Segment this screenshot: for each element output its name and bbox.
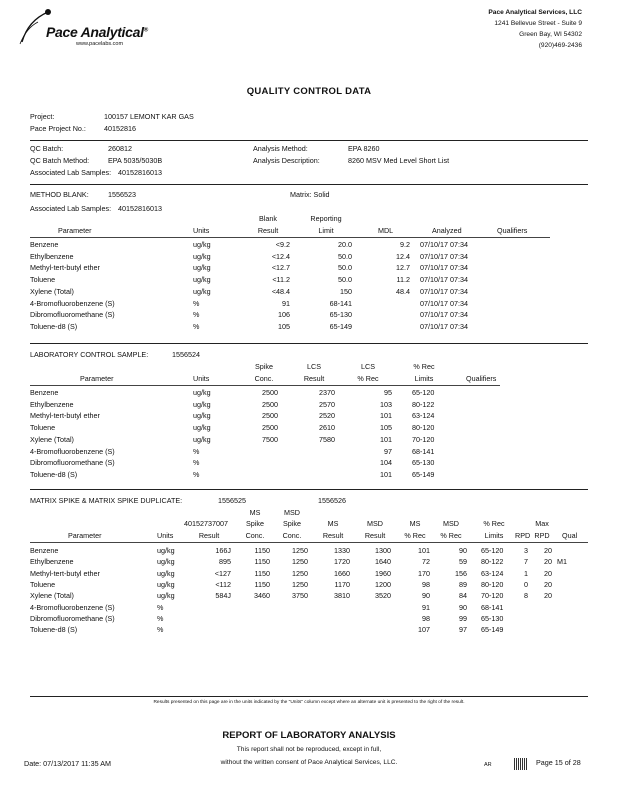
analysis-method-label: Analysis Method:	[253, 144, 308, 153]
table-cell-max-rpd: 20	[544, 591, 552, 601]
table-cell-reporting-limit: 68-141	[329, 298, 352, 308]
table-cell-limits: 68-141	[481, 602, 504, 612]
table-cell-msd-spike-conc: 1250	[292, 579, 308, 589]
table-cell-limits: 65-130	[481, 613, 504, 623]
table-cell-spike-conc: 2500	[262, 423, 278, 433]
page-title: QUALITY CONTROL DATA	[246, 86, 372, 97]
logo-url: www.pacelabs.com	[76, 41, 124, 47]
table-cell-ms-rec: 170	[418, 568, 430, 578]
table-cell-lcs-result: 7580	[319, 434, 335, 444]
col-parameter: Parameter	[80, 374, 114, 383]
table-cell-rec-limits: 65-130	[412, 458, 435, 468]
table-cell-ms-spike-conc: 3460	[254, 591, 270, 601]
table-cell-parameter: 4-Bromofluorobenzene (S)	[30, 446, 115, 456]
col-reporting: Reporting	[310, 214, 342, 223]
msd-id-1: 1556525	[218, 496, 246, 505]
col-msd-spike-conc: Conc.	[282, 531, 302, 540]
table-cell-analyzed: 07/10/17 07:34	[420, 286, 468, 296]
blank-label: METHOD BLANK:	[30, 190, 89, 199]
col-parameter: Parameter	[68, 531, 102, 540]
blank-matrix: Matrix: Solid	[290, 190, 330, 199]
col-spike-conc: Conc.	[254, 374, 274, 383]
col-blank-result: Result	[257, 226, 279, 235]
table-cell-ms-result: 1170	[334, 579, 350, 589]
table-cell-parameter: Benzene	[30, 388, 59, 397]
table-cell-limits: 80-120	[481, 579, 504, 589]
col-units: Units	[193, 374, 210, 383]
table-cell-msd-rec: 90	[459, 546, 467, 555]
table-cell-parameter: Dibromofluoromethane (S)	[30, 310, 115, 320]
disclaimer-line-2: without the written consent of Pace Analytical Services, LLC.	[220, 759, 398, 766]
table-cell-units: ug/kg	[193, 286, 211, 296]
col-ms-spike-conc: Conc.	[245, 531, 265, 540]
col-spike: Spike	[255, 362, 273, 371]
table-cell-lcs-result: 2570	[319, 399, 335, 409]
col-reporting-limit: Limit	[318, 226, 334, 235]
table-cell-rpd: 1	[524, 568, 528, 578]
table-cell-max-rpd: 20	[544, 568, 552, 578]
table-cell-ms-result: 1330	[334, 546, 350, 555]
company-street: 1241 Bellevue Street - Suite 9	[494, 20, 582, 27]
table-cell-parameter: Dibromofluoromethane (S)	[30, 613, 115, 623]
col-blank: Blank	[259, 214, 277, 223]
table-cell-units: %	[193, 321, 200, 331]
table-cell-units: %	[193, 469, 200, 479]
table-cell-reporting-limit: 50.0	[338, 263, 352, 273]
table-cell-msd-rec: 89	[459, 579, 467, 589]
table-cell-parameter: Benzene	[30, 240, 59, 249]
table-cell-rec-limits: 80-120	[412, 423, 435, 433]
table-cell-msd-result: 1960	[375, 568, 391, 578]
associated-samples-label: Associated Lab Samples:	[30, 168, 112, 177]
qc-method-label: QC Batch Method:	[30, 156, 90, 165]
table-cell-msd-result: 3520	[375, 591, 391, 601]
barcode-icon	[514, 758, 528, 770]
divider	[30, 184, 588, 185]
table-cell-units: %	[193, 458, 200, 468]
units-note: Results presented on this page are in the units indicated by the "Units" column except where an alternate unit is presented to the right of the result.	[153, 700, 465, 705]
table-cell-units: ug/kg	[193, 388, 211, 397]
col-parameter: Parameter	[58, 226, 92, 235]
table-cell-units: ug/kg	[157, 579, 175, 589]
table-cell-analyzed: 07/10/17 07:34	[420, 298, 468, 308]
initials: AR	[484, 762, 492, 768]
table-cell-parameter: 4-Bromofluorobenzene (S)	[30, 602, 115, 612]
table-cell-mdl: 12.7	[396, 263, 410, 273]
table-cell-rec-limits: 80-122	[412, 399, 435, 409]
table-cell-units: ug/kg	[193, 251, 211, 261]
table-cell-units: ug/kg	[193, 434, 211, 444]
divider	[30, 140, 588, 141]
table-cell-mdl: 11.2	[396, 275, 410, 285]
table-cell-units: ug/kg	[193, 275, 211, 285]
col-msd-rec-2: % Rec	[440, 531, 462, 540]
lcs-id: 1556524	[172, 350, 200, 359]
col-limits: % Rec	[483, 519, 505, 528]
table-cell-blank-result: <11.2	[272, 275, 290, 285]
table-cell-blank-result: 105	[278, 321, 290, 331]
table-cell-lcs-result: 2370	[319, 388, 335, 397]
col-limits-2: Limits	[484, 531, 504, 540]
table-cell-analyzed: 07/10/17 07:34	[420, 240, 468, 249]
table-cell-ms-rec: 91	[422, 602, 430, 612]
divider	[30, 542, 588, 543]
table-cell-blank-result: <9.2	[275, 240, 290, 249]
table-cell-ms-result: 3810	[334, 591, 350, 601]
table-cell-msd-rec: 156	[455, 568, 467, 578]
table-cell-sample-result: 895	[219, 557, 231, 567]
col-msd-rec: MSD	[443, 519, 459, 528]
company-phone: (920)469-2436	[538, 42, 582, 49]
qc-method-value: EPA 5035/5030B	[108, 156, 163, 165]
table-cell-limits: 70-120	[481, 591, 504, 601]
table-cell-ms-rec: 98	[422, 613, 430, 623]
table-cell-mdl: 9.2	[400, 240, 410, 249]
col-lcs-result: Result	[303, 374, 325, 383]
table-cell-msd-spike-conc: 1250	[292, 568, 308, 578]
table-cell-blank-result: 91	[282, 298, 290, 308]
company-name: Pace Analytical Services, LLC	[488, 9, 582, 16]
col-mdl: MDL	[378, 226, 394, 235]
table-cell-mdl: 48.4	[396, 286, 410, 296]
col-sample-id: 40152737007	[184, 519, 228, 528]
table-cell-parameter: Methyl-tert-butyl ether	[30, 263, 100, 273]
table-cell-ms-result: 1720	[334, 557, 350, 567]
table-cell-sample-result: <112	[215, 579, 231, 589]
table-cell-ms-spike-conc: 1150	[254, 568, 270, 578]
table-cell-lcs-rec: 101	[380, 469, 392, 479]
table-cell-sample-result: <127	[214, 568, 231, 578]
table-cell-units: ug/kg	[193, 423, 211, 433]
table-cell-units: ug/kg	[157, 568, 175, 578]
table-cell-msd-result: 1300	[375, 546, 391, 555]
table-cell-parameter: Toluene	[30, 423, 56, 433]
table-cell-blank-result: <12.4	[271, 251, 290, 261]
table-cell-rpd: 3	[524, 546, 528, 555]
table-cell-analyzed: 07/10/17 07:34	[420, 251, 468, 261]
table-cell-reporting-limit: 50.0	[338, 275, 352, 285]
table-cell-reporting-limit: 50.0	[338, 251, 352, 261]
table-cell-ms-result: 1660	[334, 568, 350, 578]
col-max: Max	[535, 519, 549, 528]
table-cell-msd-spike-conc: 1250	[292, 557, 308, 567]
blank-assoc-value: 40152816013	[118, 204, 162, 213]
table-cell-limits: 63-124	[481, 568, 504, 578]
table-cell-limits: 80-122	[481, 557, 504, 567]
table-cell-lcs-rec: 103	[380, 399, 392, 409]
msd-id-2: 1556526	[318, 496, 346, 505]
table-cell-spike-conc: 2500	[262, 411, 278, 421]
project-label: Project:	[30, 112, 55, 121]
table-cell-parameter: 4-Bromofluorobenzene (S)	[30, 298, 115, 308]
col-lcs-pct: LCS	[361, 362, 375, 371]
col-sample-result: Result	[198, 531, 220, 540]
table-cell-parameter: Toluene-d8 (S)	[30, 321, 78, 331]
table-cell-parameter: Dibromofluoromethane (S)	[30, 458, 115, 468]
table-cell-ms-rec: 98	[422, 579, 430, 589]
table-cell-msd-rec: 90	[459, 602, 467, 612]
logo-text: Pace Analytical	[46, 24, 144, 40]
col-ms-result-2: Result	[322, 531, 344, 540]
table-cell-units: ug/kg	[157, 546, 175, 555]
disclaimer-line-1: This report shall not be reproduced, except in full,	[236, 746, 382, 753]
table-cell-max-rpd: 20	[544, 546, 552, 555]
project-value: 100157 LEMONT KAR GAS	[104, 112, 194, 121]
table-cell-sample-result: 584J	[215, 591, 231, 601]
table-cell-ms-rec: 101	[418, 546, 430, 555]
table-cell-analyzed: 07/10/17 07:34	[420, 321, 468, 331]
table-cell-units: ug/kg	[193, 411, 211, 421]
table-cell-analyzed: 07/10/17 07:34	[420, 310, 468, 320]
report-title: REPORT OF LABORATORY ANALYSIS	[222, 730, 396, 741]
analysis-desc-label: Analysis Description:	[253, 156, 320, 165]
table-cell-parameter: Toluene	[30, 579, 56, 589]
table-cell-ms-rec: 107	[418, 625, 430, 635]
table-cell-parameter: Ethylbenzene	[30, 399, 74, 409]
col-qualifiers: Qualifiers	[497, 226, 528, 235]
table-cell-msd-spike-conc: 3750	[292, 591, 308, 601]
table-cell-parameter: Benzene	[30, 546, 59, 555]
divider	[30, 489, 588, 490]
table-cell-parameter: Methyl-tert-butyl ether	[30, 568, 100, 578]
col-units: Units	[157, 531, 174, 540]
table-cell-msd-rec: 84	[459, 591, 467, 601]
table-cell-msd-rec: 59	[459, 557, 467, 567]
col-rpd: RPD	[515, 531, 531, 540]
table-cell-rec-limits: 68-141	[412, 446, 435, 456]
table-cell-limits: 65-149	[481, 625, 504, 635]
report-date: Date: 07/13/2017 11:35 AM	[24, 759, 111, 768]
table-cell-rec-limits: 65-149	[412, 469, 435, 479]
col-ms-result: MS	[327, 519, 339, 528]
table-cell-units: ug/kg	[157, 557, 175, 567]
divider	[30, 385, 500, 386]
col-msd-result-2: Result	[364, 531, 386, 540]
col-analyzed: Analyzed	[432, 226, 462, 235]
table-cell-units: %	[157, 613, 164, 623]
table-cell-rec-limits: 70-120	[412, 434, 435, 444]
table-cell-lcs-rec: 104	[380, 458, 392, 468]
col-msd-spike: MSD	[284, 508, 300, 517]
table-cell-sample-result: 166J	[215, 546, 231, 555]
table-cell-blank-result: 106	[278, 310, 290, 320]
table-cell-ms-spike-conc: 1150	[254, 546, 270, 555]
table-cell-qual: M1	[557, 557, 567, 567]
analysis-method-value: EPA 8260	[348, 144, 380, 153]
table-cell-msd-rec: 97	[459, 625, 467, 635]
table-cell-lcs-result: 2520	[319, 411, 335, 421]
qc-batch-label: QC Batch:	[30, 144, 64, 153]
table-cell-msd-result: 1640	[375, 557, 391, 567]
col-ms-spike: MS	[249, 508, 261, 517]
table-cell-lcs-rec: 97	[384, 446, 392, 456]
table-cell-reporting-limit: 150	[340, 286, 352, 296]
table-cell-units: %	[193, 446, 200, 456]
table-cell-parameter: Ethylbenzene	[30, 557, 74, 567]
table-cell-ms-spike-conc: 1150	[254, 579, 270, 589]
table-cell-rpd: 7	[524, 557, 528, 567]
table-cell-max-rpd: 20	[544, 579, 552, 589]
col-lcs: LCS	[307, 362, 321, 371]
table-cell-analyzed: 07/10/17 07:34	[420, 263, 468, 273]
qc-batch-value: 260812	[108, 144, 132, 153]
table-cell-lcs-rec: 105	[380, 423, 392, 433]
table-cell-msd-spike-conc: 1250	[292, 546, 308, 555]
table-cell-lcs-rec: 101	[380, 434, 392, 444]
table-cell-reporting-limit: 65-130	[329, 310, 352, 320]
col-ms-rec: MS	[409, 519, 421, 528]
lcs-label: LABORATORY CONTROL SAMPLE:	[30, 350, 149, 359]
col-rec: % Rec	[413, 362, 435, 371]
blank-assoc-label: Associated Lab Samples:	[30, 204, 112, 213]
msd-label: MATRIX SPIKE & MATRIX SPIKE DUPLICATE:	[30, 496, 183, 505]
table-cell-spike-conc: 2500	[262, 388, 278, 397]
project-no-value: 40152816	[104, 124, 136, 133]
table-cell-parameter: Toluene	[30, 275, 56, 285]
table-cell-ms-spike-conc: 1150	[254, 557, 270, 567]
col-units: Units	[193, 226, 210, 235]
table-cell-units: %	[157, 625, 164, 635]
table-cell-spike-conc: 2500	[262, 399, 278, 409]
col-max-rpd: RPD	[534, 531, 550, 540]
table-cell-lcs-rec: 95	[384, 388, 392, 397]
table-cell-mdl: 12.4	[396, 251, 410, 261]
divider	[30, 237, 550, 238]
col-ms-rec-2: % Rec	[404, 531, 426, 540]
divider	[30, 696, 588, 697]
registered-mark: ®	[143, 27, 148, 34]
col-rec-limits: Limits	[414, 374, 434, 383]
table-cell-blank-result: <12.7	[271, 263, 290, 273]
table-cell-lcs-rec: 101	[380, 411, 392, 421]
col-qual: Qual	[562, 531, 578, 540]
table-cell-rec-limits: 63-124	[412, 411, 435, 421]
table-cell-reporting-limit: 65-149	[329, 321, 352, 331]
col-qualifiers: Qualifiers	[466, 374, 497, 383]
table-cell-max-rpd: 20	[544, 557, 552, 567]
table-cell-units: ug/kg	[157, 591, 175, 601]
col-msd-result: MSD	[367, 519, 383, 528]
table-cell-units: %	[193, 310, 200, 320]
table-cell-msd-rec: 99	[459, 613, 467, 623]
table-cell-ms-rec: 72	[422, 557, 430, 567]
company-city: Green Bay, WI 54302	[519, 31, 582, 38]
table-cell-units: ug/kg	[193, 399, 211, 409]
table-cell-reporting-limit: 20.0	[338, 240, 352, 249]
table-cell-blank-result: <48.4	[271, 286, 290, 296]
page-number: Page 15 of 28	[536, 758, 581, 767]
table-cell-rpd: 8	[524, 591, 528, 601]
table-cell-parameter: Ethylbenzene	[30, 251, 74, 261]
col-ms-spike-2: Spike	[246, 519, 264, 528]
table-cell-parameter: Methyl-tert-butyl ether	[30, 411, 100, 421]
blank-id: 1556523	[108, 190, 136, 199]
table-cell-lcs-result: 2610	[319, 423, 335, 433]
table-cell-units: ug/kg	[193, 240, 211, 249]
table-cell-analyzed: 07/10/17 07:34	[420, 275, 468, 285]
col-lcs-rec: % Rec	[357, 374, 379, 383]
table-cell-parameter: Toluene-d8 (S)	[30, 469, 78, 479]
table-cell-parameter: Toluene-d8 (S)	[30, 625, 78, 635]
table-cell-units: ug/kg	[193, 263, 211, 273]
table-cell-msd-result: 1200	[375, 579, 391, 589]
table-cell-rec-limits: 65-120	[412, 388, 435, 397]
col-msd-spike-2: Spike	[283, 519, 301, 528]
table-cell-parameter: Xylene (Total)	[30, 286, 74, 296]
associated-samples-value: 40152816013	[118, 168, 162, 177]
table-cell-units: %	[193, 298, 200, 308]
table-cell-limits: 65-120	[481, 546, 504, 555]
analysis-desc-value: 8260 MSV Med Level Short List	[348, 156, 450, 165]
table-cell-ms-rec: 90	[422, 591, 430, 601]
divider	[30, 343, 588, 344]
table-cell-parameter: Xylene (Total)	[30, 434, 74, 444]
table-cell-spike-conc: 7500	[262, 434, 278, 444]
table-cell-parameter: Xylene (Total)	[30, 591, 74, 601]
table-cell-rpd: 0	[524, 579, 528, 589]
table-cell-units: %	[157, 602, 164, 612]
project-no-label: Pace Project No.:	[30, 124, 86, 133]
